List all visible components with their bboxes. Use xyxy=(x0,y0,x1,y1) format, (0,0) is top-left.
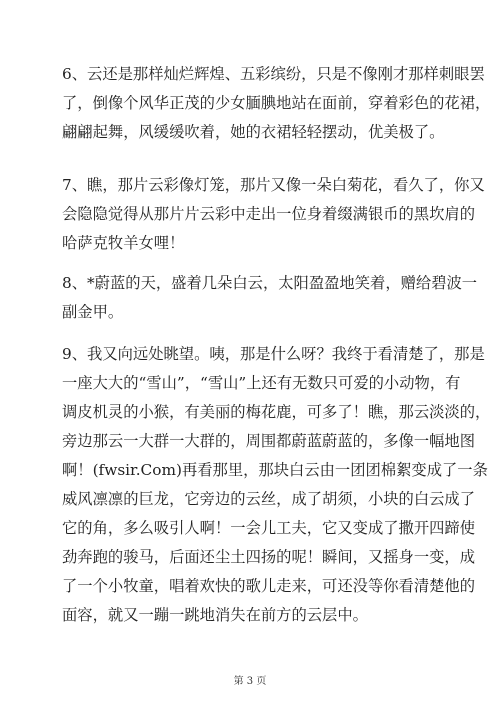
paragraph-line: 7、瞧，那片云彩像灯笼，那片又像一朵白菊花，看久了，你又 xyxy=(62,176,485,194)
paragraph-line: 它的角，多么吸引人啊！一会儿工夫，它又变成了撒开四蹄使 xyxy=(62,519,476,537)
page-number: 第 3 页 xyxy=(233,676,267,687)
paragraph-line: 9、我又向远处眺望。咦，那是什么呀？我终于看清楚了，那是 xyxy=(62,345,485,363)
paragraph-line: 一座大大的“雪山”，“雪山”上还有无数只可爱的小动物，有 xyxy=(62,374,461,392)
paragraph-line: 会隐隐觉得从那片片云彩中走出一位身着缀满银币的黑坎肩的 xyxy=(62,205,476,223)
paragraph-line: 威风凛凛的巨龙，它旁边的云丝，成了胡须，小块的白云成了 xyxy=(62,490,476,508)
paragraph-line: 副金甲。 xyxy=(62,303,124,321)
paragraph-line: 了一个小牧童，唱着欢快的歌儿走来，可还没等你看清楚他的 xyxy=(62,577,476,595)
paragraph-line: 旁边那云一大群一大群的，周围都蔚蓝蔚蓝的，多像一幅地图 xyxy=(62,432,476,450)
paragraph-7 xyxy=(62,171,485,258)
paragraph-line: 8、*蔚蓝的天，盛着几朵白云，太阳盈盈地笑着，赠给碧波一 xyxy=(62,274,478,292)
paragraph-9 xyxy=(62,340,491,630)
paragraph-line: 劲奔跑的骏马，后面还尘土四扬的呢！瞬间，又摇身一变，成 xyxy=(62,548,476,566)
paragraph-line: 啊！(fwsir.Com)再看那里，那块白云由一团团棉絮变成了一条 xyxy=(62,461,488,479)
paragraph-line: 翩翩起舞，风缓缓吹着，她的衣裙轻轻摆动，优美极了。 xyxy=(62,123,445,141)
paragraph-line: 6、云还是那样灿烂辉煌、五彩缤纷，只是不像刚才那样刺眼罢 xyxy=(62,65,485,83)
paragraph-8 xyxy=(62,269,478,327)
paragraph-line: 面容，就又一蹦一跳地消失在前方的云层中。 xyxy=(62,606,368,624)
paragraph-line: 调皮机灵的小猴，有美丽的梅花鹿，可多了！瞧，那云淡淡的， xyxy=(62,403,491,421)
paragraph-line: 了，倒像个风华正茂的少女腼腆地站在面前，穿着彩色的花裙， xyxy=(62,94,491,112)
paragraph-line: 哈萨克牧羊女哩！ xyxy=(62,234,185,252)
paragraph-6 xyxy=(62,60,491,147)
